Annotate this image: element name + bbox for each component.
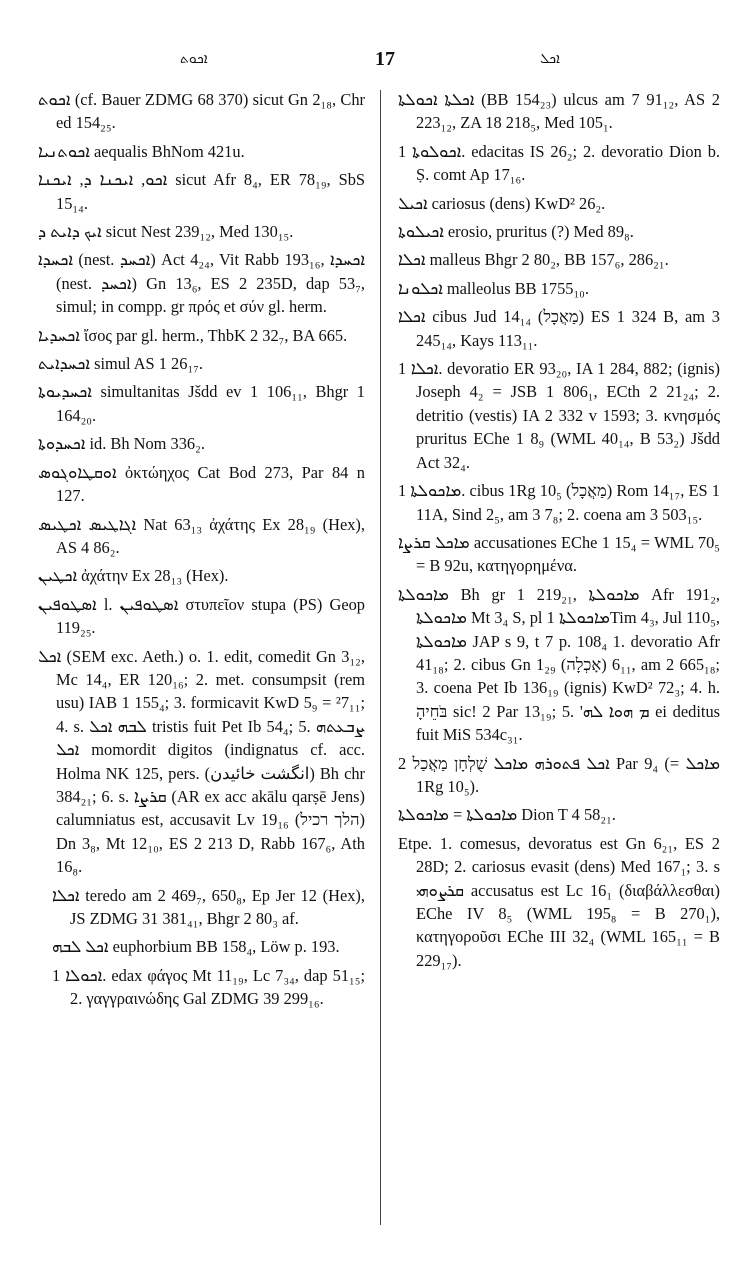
entry: ܡܐܟܘܠܬܐ = ܡܐܟܘܠܬܐ Dion T 4 58₂₁. — [398, 805, 616, 825]
entry: ܐܟܘܠܘܬܐ 1. edacitas IS 26₂; 2. devoratio Dion b. Ṣ. comt Ap 17₁₆. — [398, 141, 721, 185]
entry: ܐܟܠ (SEM exc. Aeth.) o. 1. edit, comedit Gn 3₁₂, Mc 14₄, ER 120₁₆; 2. met. consumpsit (rem usu) IAB 1 155₄; 3. formicavit KwD 5₉ = ²7₁₁; 4. s. ܠܒܗ ܐܟܠ tristis fuit Pet Ib 54₄; 5. ܨܒܥܬܗ ܐܟܠ momordit digitos (indignatus cf. acc. Holma NK 125, pers. (انگشت خائیدن) Bh chr 384₂₁; 6. s. ܩܪܨܐ (AR ex acc akālu qarṣē Jens) calumniatus est, accusavit Lv 19₁₆ (הלך רכיל) Dn 3₈, Mt 12₁₀, ES 2 213 D, Rabb 167₆, Ath 16₈. — [38, 646, 366, 877]
right-column — [398, 88, 720, 977]
entry: ܐܟܝܠܘܬܐ erosio, pruritus (?) Med 89₈. — [398, 222, 634, 242]
running-head-right: ܐܟܠ — [540, 52, 560, 67]
entry: ܐܟܘܬܢܝܐ aequalis BhNom 421u. — [38, 141, 245, 161]
entry: ܐܟܚܕܐ (nest. ܐܟܚܕ) Act 4₂₄, Vit Rabb 193₁₆, ܐܟܚܕܐ (nest. ܐܟܚܕ) Gn 13₆, ES 2 235D, dap 53₇, simul; in compp. gr πρός et σύν gl. herm. — [38, 250, 366, 317]
running-head — [40, 48, 710, 78]
entry: ܐܟܠܐ 1. devoratio ER 93₂₀, IA 1 284, 882; (ignis) Joseph 4₂ = JSB 1 806₁, ECth 2 21₂₄; 2. detritio (vestis) IA 2 332 v 1593; 3. κνησμός pruritus EChe 1 8₉ (WML 40₁₄, B 53₂) Jšdd Act 32₄. — [398, 359, 720, 472]
entry: ܐܟܘܠܐ 1. edax φάγος Mt 11₁₉, Lc 7₃₄, dap 51₁₅; 2. γαγγραινώδης Gal ZDMG 39 299₁₆. — [52, 965, 366, 1009]
entry: ܐܣܛܘܦܝܢ l. ܐܣܛܘܦܝܢ στυπεῖον stupa (PS) Geop 119₂₅. — [38, 594, 365, 638]
entry: ܐܟܚܕܘܬܐ id. Bh Nom 336₂. — [38, 434, 205, 454]
running-head-left: ܐܟܘܬ — [180, 52, 208, 67]
entry: ܐܟܠܬܐ ܐܟܘܠܬܐ (BB 154₂₃) ulcus am 7 91₁₂, AS 2 223₁₂, ZA 18 218₅, Med 105₁. — [398, 90, 720, 133]
entry: ܐܟܠ ܠܒܗ euphorbium BB 158₄, Löw p. 193. — [52, 937, 340, 957]
entry: ܐܘܩܛܐܘܓܘܣ ὀκτώηχος Cat Bod 273, Par 84 n 127. — [38, 462, 365, 506]
entry: Etpe. 1. comesus, devoratus est Gn 6₂₁, ES 2 28D; 2. cariosus evasit (dens) Med 167₁; 3. s ܩܪܨܘܗܝ accusatus est Lc 16₁ (διαβάλλεσθαι) EChe IV 8₅ (WML 195₈ = B 270₁), κατηγοροῦσι EChe III 32₄ (WML 165₁₁ = B 229₁₇). — [398, 833, 720, 970]
entry: ܐܟܚܕܝܘܬܐ simultanitas Jšdd ev 1 106₁₁, Bhgr 1 164₂₀. — [38, 382, 365, 425]
entry: ܐܟܠܘܢܐ malleolus BB 1755₁₀. — [398, 278, 589, 298]
entry: ܐܟܚܕܝܐ ἴσος par gl. herm., ThbK 2 32₇, BA 665. — [38, 325, 348, 345]
entry: ܐܟܝܠ cariosus (dens) KwD² 26₂. — [398, 193, 606, 213]
entry: ܐܟܛܝܢ ἀχάτην Ex 28₁₃ (Hex). — [38, 566, 229, 586]
column-divider — [380, 90, 381, 1225]
entry: ܐܟܠ ܦܬܘܪܗ ܡܐܟܠ שֻׁלְחָן מַאֲכַל 2 Par 9₄ (= ܡܐܟܠ 1Rg 10₅). — [398, 753, 721, 796]
entry: ܡܐܟܘܠܬܐ Bh gr 1 219₂₁, ܡܐܟܘܠܬܐ Afr 191₂, ܡܐܟܘܠܬܐ Mt 3₄ S, pl ܡܐܟܘܠܬܐ 1Tim 4₃, Jul 110₅, ܡܐܟܘܠܬܐ JAP s 9, t 7 p. 108₄ 1. devoratio Afr 41₁₈; 2. cibus Gn 1₂₉ (אָכְלָה) 6₁₁, am 2 665₁₈; 3. coena Pet Ib 136₁₉ (ignis) KwD² 72₃; 4. h. בֹּחֵיהָ sic! 2 Par 13₁₉; 5. 'ܡ ܗܘܐ ܠܗ ei deditus fuit MiS 534c₃₁. — [398, 584, 721, 745]
entry: ܐܟܚܕܐܝܬ simul AS 1 26₁₇. — [38, 354, 203, 374]
left-column — [38, 88, 365, 1016]
entry: ܐܝܟ ܕܐܝܬ ܕ sicut Nest 239₁₂, Med 130₁₅. — [38, 222, 294, 242]
entry: ܐܓܐܛܝܣ ܐܟܛܝܣ Nat 63₁₃ ἀχάτης Ex 28₁₉ (Hex), AS 4 86₂. — [38, 514, 365, 557]
entry: ܐܟܘܬ (cf. Bauer ZDMG 68 370) sicut Gn 2₁₈, Chr ed 154₂₅. — [38, 90, 365, 133]
entry: ܐܟܘ, ܐܝܟܢܐ ܕ, ܐܝܟܢܐ sicut Afr 8₄, ER 78₁₉, SbS 15₁₄. — [38, 170, 365, 213]
entry: ܡܐܟܠ ܩܪܨܐ accusationes EChe 1 15₄ = WML 70₅ = B 92u, κατηγορημένα. — [398, 532, 720, 576]
page-number: 17 — [375, 48, 395, 70]
entry: ܐܟܠܐ teredo am 2 469₇, 650₈, Ep Jer 12 (Hex), JS ZDMG 31 381₄₁, Bhgr 2 80₃ af. — [52, 885, 365, 928]
entry: ܐܟܠܐ cibus Jud 14₁₄ (מַאֲכָל) ES 1 324 B, am 3 245₁₄, Kays 113₁₁. — [398, 307, 720, 350]
entry: ܡܐܟܘܠܬܐ 1. cibus 1Rg 10₅ (מַאֲכָל) Rom 14₁₇, ES 1 11A, Sind 2₅, am 3 7₈; 2. coena am 3 503₁₅. — [398, 481, 720, 524]
entry: ܐܟܠܐ malleus Bhgr 2 80₂, BB 157₆, 286₂₁. — [398, 250, 669, 270]
